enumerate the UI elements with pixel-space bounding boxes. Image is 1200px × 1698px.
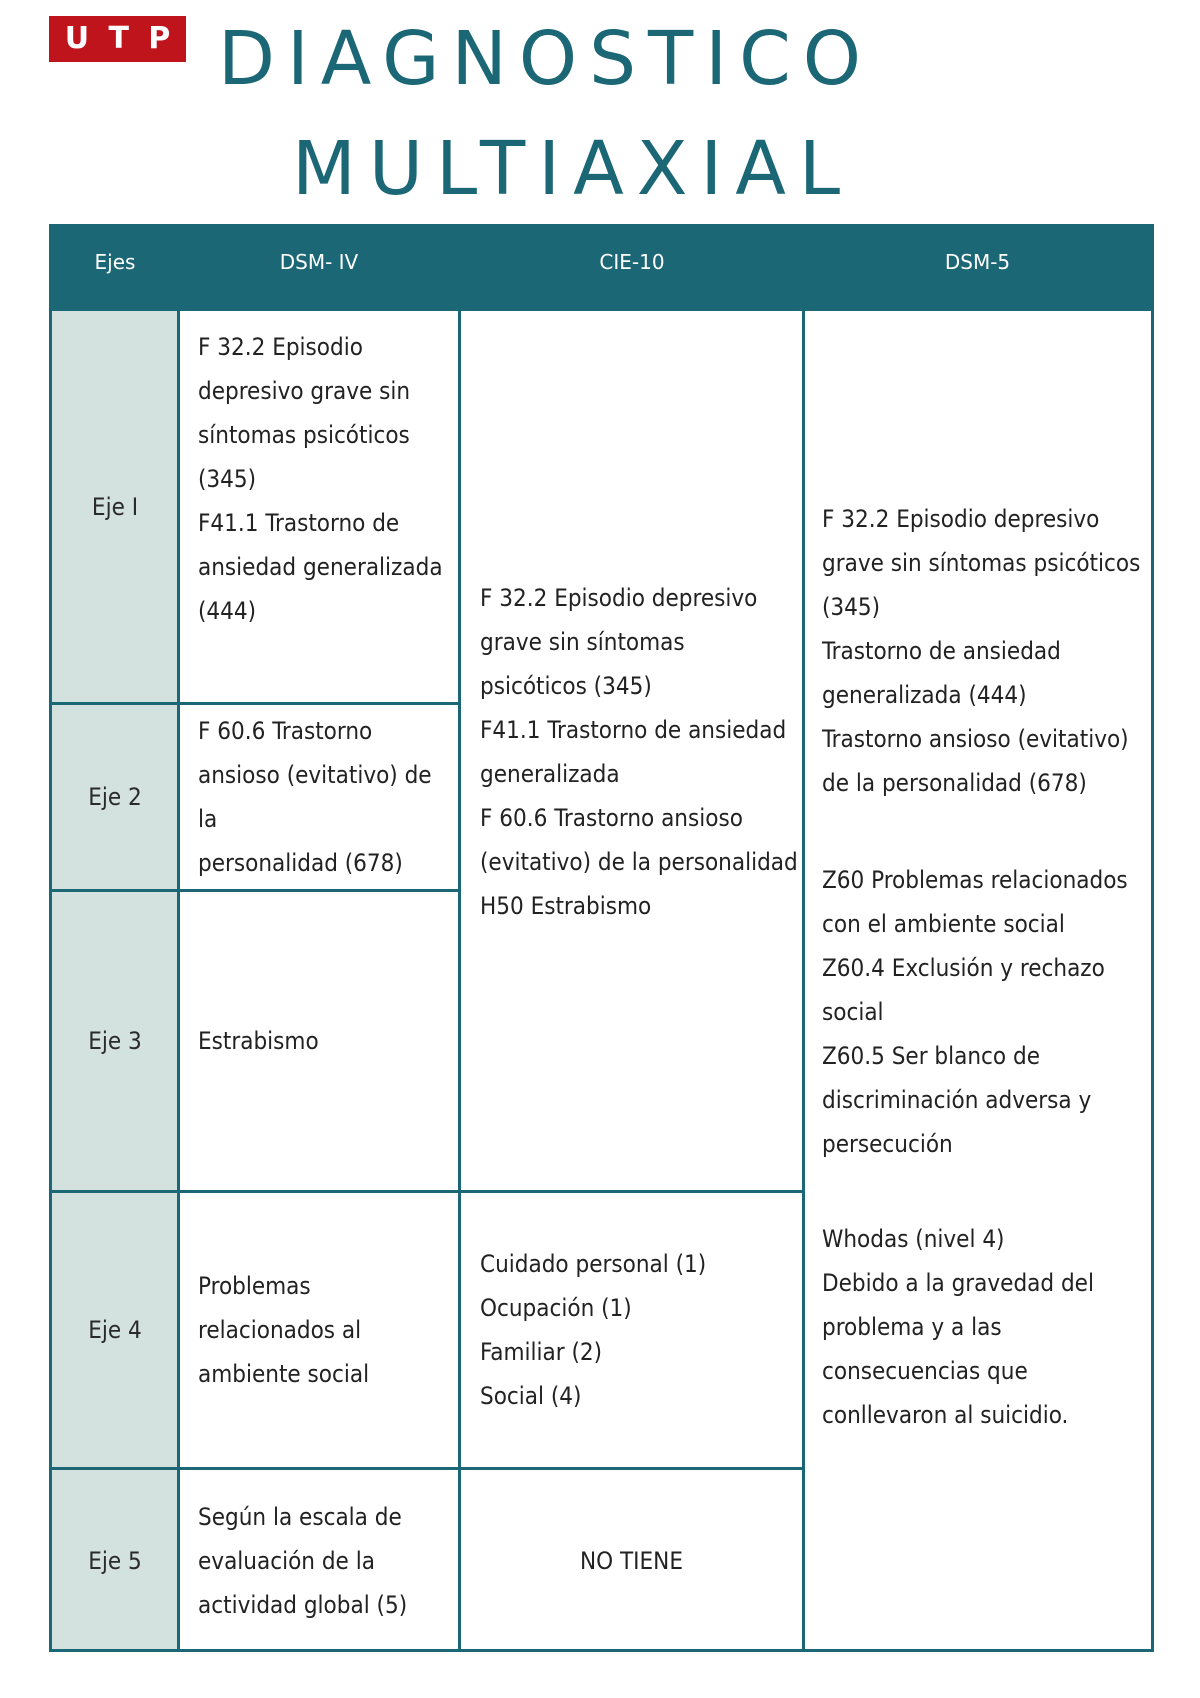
logo-letter-t: T [108, 21, 129, 56]
cie10-axes-1-3-text: F 32.2 Episodio depresivo grave sin síntomas psicóticos (345) F41.1 Trastorno de ansiedad generalizada F 60.6 Trastorno ansioso (evitativo) de la personalidad H50 Estrabismo [480, 584, 798, 920]
axis-label: Eje 2 [88, 783, 142, 811]
diagnosis-table [49, 224, 1154, 1652]
logo-letter-p: P [148, 21, 171, 56]
cie10-axis-4-text: Cuidado personal (1) Ocupación (1) Familiar (2) Social (4) [480, 1250, 707, 1410]
axis-label: Eje 4 [88, 1316, 142, 1344]
utp-logo [49, 16, 186, 62]
column-divider [458, 311, 461, 1652]
cie10-axis-5-text: NO TIENE [580, 1547, 683, 1575]
page-title-line-2: MULTIAXIAL [292, 126, 854, 212]
header-dsm5: DSM-5 [944, 250, 1011, 274]
dsm5-disorders-text: F 32.2 Episodio depresivo grave sin síntomas psicóticos (345) Trastorno de ansiedad generalizada (444) Trastorno ansioso (evitativo) de la personalidad (678) [822, 505, 1141, 797]
column-divider [802, 311, 805, 1652]
dsm5-whodas-text: Whodas (nivel 4) Debido a la gravedad del problema y a las consecuencias que conllevaron al suicidio. [822, 1225, 1094, 1429]
table-header [52, 227, 1151, 311]
dsm4-axis-3-text: Estrabismo [198, 1027, 319, 1055]
axis-label: Eje 3 [88, 1027, 142, 1055]
dsm4-axis-2-text: F 60.6 Trastorno ansioso (evitativo) de la personalidad (678) [198, 717, 432, 877]
page-title-line-1: DIAGNOSTICO [218, 16, 873, 102]
header-ejes: Ejes [94, 250, 136, 274]
axis-label: Eje I [91, 492, 139, 521]
dsm4-axis-4-text: Problemas relacionados al ambiente social [198, 1272, 370, 1388]
header-cie10: CIE-10 [599, 250, 665, 274]
logo-letter-u: U [64, 21, 90, 56]
dsm4-axis-5-text: Según la escala de evaluación de la actividad global (5) [198, 1503, 408, 1619]
header-dsm4: DSM- IV [279, 250, 359, 274]
axis-label: Eje 5 [88, 1547, 142, 1575]
dsm5-social-problems-text: Z60 Problemas relacionados con el ambiente social Z60.4 Exclusión y rechazo social Z60.5 Ser blanco de discriminación adversa y persecución [822, 866, 1128, 1158]
dsm4-axis-1-text: F 32.2 Episodio depresivo grave sin síntomas psicóticos (345) F41.1 Trastorno de ansiedad generalizada (444) [198, 333, 443, 625]
